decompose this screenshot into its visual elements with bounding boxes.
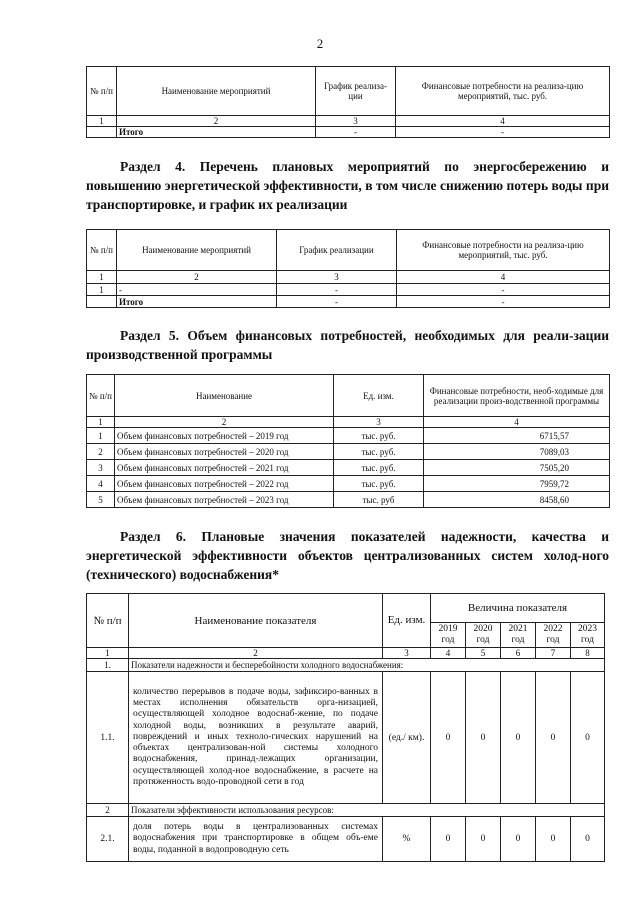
section4-header-schedule: График реализации <box>277 230 397 271</box>
table-row <box>87 817 605 862</box>
section6-row21-desc: доля потерь воды в централизованных системах водоснабжения при транспортировке в общем объ-еме воды, поданной в водопроводную сеть <box>129 817 383 862</box>
table-row <box>87 476 610 492</box>
section4-total-finance: - <box>397 296 610 308</box>
section4-row-finance: - <box>397 284 610 296</box>
section6-title: Раздел 6. Плановые значения показателей надежности, качества и энергетической эффективности объектов централизованных систем холод-ного (технического) водоснабжения* <box>86 529 609 582</box>
section4-index-cell: 3 <box>277 271 397 284</box>
section6-header-year: 2022 год <box>536 623 571 648</box>
section5-row-unit: тыс. руб. <box>334 476 424 492</box>
table-row <box>87 460 610 476</box>
table-1 <box>86 66 610 138</box>
section4-header-name: Наименование мероприятий <box>117 230 277 271</box>
section5-row-name: Объем финансовых потребностей – 2021 год <box>115 460 334 476</box>
section5-header-finance: Финансовые потребности, необ-ходимые для реализации произ-водственной программы <box>424 375 610 417</box>
section6-index-cell: 1 <box>87 648 129 659</box>
section5-row-unit: тыс. руб. <box>334 460 424 476</box>
section4-index-cell: 4 <box>397 271 610 284</box>
table-row <box>87 428 610 444</box>
section6-group1-label: Показатели надежности и бесперебойности холодного водоснабжения: <box>129 659 605 672</box>
table-row <box>87 672 605 804</box>
section6-index-cell: 6 <box>501 648 536 659</box>
section6-index-cell: 2 <box>129 648 383 659</box>
section5-row-num: 3 <box>87 460 115 476</box>
table1-total-label: Итого <box>117 127 316 138</box>
table1-index-cell: 3 <box>316 116 396 127</box>
section6-table <box>86 593 605 862</box>
section6-group2-label: Показатели эффективности использования ресурсов: <box>129 804 605 817</box>
table1-header-schedule: График реализа-ции <box>316 67 396 116</box>
section6-header-year: 2023 год <box>571 623 605 648</box>
section6-row11-value: 0 <box>466 672 501 804</box>
table1-total-finance: - <box>396 127 610 138</box>
section4-row-num: 1 <box>87 284 117 296</box>
section5-row-unit: тыс. руб. <box>334 444 424 460</box>
section6-header-value-group: Величина показателя <box>431 594 605 623</box>
table1-header-name: Наименование мероприятий <box>117 67 316 116</box>
section4-table <box>86 229 610 308</box>
section4-total-num <box>87 296 117 308</box>
section5-row-name: Объем финансовых потребностей – 2020 год <box>115 444 334 460</box>
section5-row-num: 5 <box>87 492 115 508</box>
section4-row-schedule: - <box>277 284 397 296</box>
section6-index-cell: 7 <box>536 648 571 659</box>
section6-header-name: Наименование показателя <box>129 594 383 648</box>
section4-row-name: - <box>117 284 277 296</box>
section5-row-name: Объем финансовых потребностей – 2023 год <box>115 492 334 508</box>
section4-index-cell: 1 <box>87 271 117 284</box>
section5-row-num: 2 <box>87 444 115 460</box>
section6-group1-num: 1. <box>87 659 129 672</box>
section4-total-label: Итого <box>117 296 277 308</box>
table1-index-cell: 1 <box>87 116 117 127</box>
section6-row11-value: 0 <box>571 672 605 804</box>
section6-row11-unit: (ед./ км). <box>383 672 431 804</box>
section6-header-year: 2021 год <box>501 623 536 648</box>
section6-index-cell: 8 <box>571 648 605 659</box>
section5-index-cell: 1 <box>87 417 115 428</box>
section5-index-cell: 2 <box>115 417 334 428</box>
section5-row-unit: тыс. руб <box>334 492 424 508</box>
section6-row21-value: 0 <box>431 817 466 862</box>
table-row <box>87 444 610 460</box>
section4-header-finance: Финансовые потребности на реализа-цию мероприятий, тыс. руб. <box>397 230 610 271</box>
section5-row-value: 8458,60 <box>424 492 610 508</box>
section6-row21-num: 2.1. <box>87 817 129 862</box>
section4-total-schedule: - <box>277 296 397 308</box>
section4-title: Раздел 4. Перечень плановых мероприятий по энергосбережению и повышению энергетической эффективности, в том числе снижению потерь воды при транспортировке, и график их реализации <box>86 159 609 212</box>
section6-row11-desc: количество перерывов в подаче воды, зафиксиро-ванных в местах исполнения обязательств орга-низацией, осуществляющей холодное водоснаб-жение, по подаче холодной воды, возникших в результате аварий, повреждений и иных техноло-гических нарушений на объектах централизован-ной системы холодного водоснабжения, принад-лежащих организации, осуществляющей холод-ное водоснабжение, в расчете на протяженность водо-проводной сети в год <box>129 672 383 804</box>
table1-header-num: № п/п <box>87 67 117 116</box>
section5-row-num: 4 <box>87 476 115 492</box>
section5-row-name: Объем финансовых потребностей – 2022 год <box>115 476 334 492</box>
section6-row11-value: 0 <box>501 672 536 804</box>
section6-row21-value: 0 <box>571 817 605 862</box>
section5-title: Раздел 5. Объем финансовых потребностей, необходимых для реали-зации производственной программы <box>86 328 609 362</box>
page-number: 2 <box>316 36 324 51</box>
section6-group2-num: 2 <box>87 804 129 817</box>
section5-header-name: Наименование <box>115 375 334 417</box>
section5-index-cell: 3 <box>334 417 424 428</box>
section5-row-value: 7505,20 <box>424 460 610 476</box>
table1-total-schedule: - <box>316 127 396 138</box>
section6-header-num: № п/п <box>87 594 129 648</box>
section6-index-cell: 4 <box>431 648 466 659</box>
section6-index-cell: 5 <box>466 648 501 659</box>
table1-index-cell: 4 <box>396 116 610 127</box>
section6-row11-value: 0 <box>431 672 466 804</box>
section5-row-name: Объем финансовых потребностей – 2019 год <box>115 428 334 444</box>
section5-header-unit: Ед. изм. <box>334 375 424 417</box>
section6-row11-num: 1.1. <box>87 672 129 804</box>
table1-total-num <box>87 127 117 138</box>
section4-header-num: № п/п <box>87 230 117 271</box>
section6-header-year: 2020 год <box>466 623 501 648</box>
section6-row11-value: 0 <box>536 672 571 804</box>
section6-row21-value: 0 <box>466 817 501 862</box>
section5-row-value: 7959,72 <box>424 476 610 492</box>
section5-header-num: № п/п <box>87 375 115 417</box>
section5-row-num: 1 <box>87 428 115 444</box>
section4-index-cell: 2 <box>117 271 277 284</box>
section6-row21-value: 0 <box>536 817 571 862</box>
section5-index-cell: 4 <box>424 417 610 428</box>
section5-row-value: 6715,57 <box>424 428 610 444</box>
table1-index-cell: 2 <box>117 116 316 127</box>
section6-row21-unit: % <box>383 817 431 862</box>
section6-index-cell: 3 <box>383 648 431 659</box>
section6-header-unit: Ед. изм. <box>383 594 431 648</box>
section5-row-value: 7089,03 <box>424 444 610 460</box>
table-row <box>87 284 610 296</box>
section6-row21-value: 0 <box>501 817 536 862</box>
table1-header-finance: Финансовые потребности на реализа-цию мероприятий, тыс. руб. <box>396 67 610 116</box>
table-row <box>87 492 610 508</box>
section5-table <box>86 374 610 508</box>
section5-row-unit: тыс. руб. <box>334 428 424 444</box>
section6-header-year: 2019 год <box>431 623 466 648</box>
